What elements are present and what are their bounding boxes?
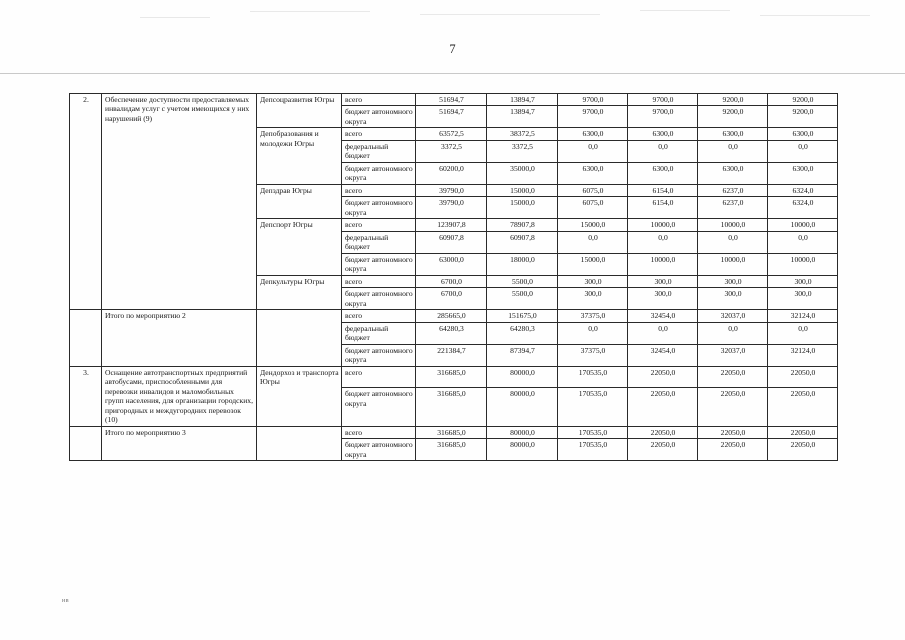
amount-cell: 38372,5: [487, 128, 558, 140]
amount-cell: 37375,0: [558, 310, 628, 322]
amount-cell: 10000,0: [698, 219, 768, 231]
amount-cell: 10000,0: [628, 253, 698, 275]
measure-name: Итого по мероприятию 3: [102, 426, 257, 460]
amount-cell: 80000,0: [487, 388, 558, 426]
amount-cell: 22050,0: [628, 366, 698, 388]
amount-cell: 0,0: [768, 140, 838, 162]
amount-cell: 300,0: [628, 275, 698, 287]
amount-cell: 35000,0: [487, 162, 558, 184]
amount-cell: 0,0: [628, 140, 698, 162]
amount-cell: 0,0: [768, 322, 838, 344]
amount-cell: 32454,0: [628, 344, 698, 366]
amount-cell: 300,0: [768, 288, 838, 310]
row-number: 3.: [70, 366, 102, 426]
amount-cell: 13894,7: [487, 94, 558, 106]
amount-cell: 22050,0: [628, 388, 698, 426]
amount-cell: 151675,0: [487, 310, 558, 322]
responsible-org: Депспорт Югры: [257, 219, 342, 275]
funding-source: федеральный бюджет: [342, 322, 416, 344]
amount-cell: 15000,0: [487, 197, 558, 219]
amount-cell: 6154,0: [628, 197, 698, 219]
amount-cell: 32454,0: [628, 310, 698, 322]
amount-cell: 0,0: [768, 231, 838, 253]
amount-cell: 6154,0: [628, 184, 698, 196]
amount-cell: 316685,0: [416, 366, 487, 388]
amount-cell: 10000,0: [768, 253, 838, 275]
amount-cell: 316685,0: [416, 439, 487, 461]
responsible-org: [257, 310, 342, 366]
measure-name: Итого по мероприятию 2: [102, 310, 257, 366]
amount-cell: 60907,8: [416, 231, 487, 253]
amount-cell: 285665,0: [416, 310, 487, 322]
funding-source: всего: [342, 94, 416, 106]
amount-cell: 15000,0: [558, 253, 628, 275]
amount-cell: 5500,0: [487, 275, 558, 287]
funding-source: бюджет автономного округа: [342, 388, 416, 426]
funding-source: всего: [342, 275, 416, 287]
amount-cell: 22050,0: [768, 439, 838, 461]
amount-cell: 3372,5: [416, 140, 487, 162]
amount-cell: 10000,0: [698, 253, 768, 275]
amount-cell: 6300,0: [558, 128, 628, 140]
funding-source: бюджет автономного округа: [342, 197, 416, 219]
header-rule: [0, 73, 905, 74]
amount-cell: 6300,0: [698, 128, 768, 140]
amount-cell: 9200,0: [768, 94, 838, 106]
amount-cell: 22050,0: [768, 366, 838, 388]
amount-cell: 316685,0: [416, 426, 487, 438]
amount-cell: 22050,0: [768, 426, 838, 438]
amount-cell: 9200,0: [698, 106, 768, 128]
table-row: [70, 310, 838, 322]
amount-cell: 22050,0: [698, 366, 768, 388]
amount-cell: 6324,0: [768, 184, 838, 196]
amount-cell: 18000,0: [487, 253, 558, 275]
table-body: [70, 94, 838, 461]
funding-source: всего: [342, 366, 416, 388]
amount-cell: 300,0: [558, 288, 628, 310]
amount-cell: 6300,0: [768, 128, 838, 140]
amount-cell: 170535,0: [558, 426, 628, 438]
amount-cell: 78907,8: [487, 219, 558, 231]
amount-cell: 0,0: [558, 231, 628, 253]
amount-cell: 9700,0: [558, 106, 628, 128]
amount-cell: 0,0: [698, 322, 768, 344]
funding-source: бюджет автономного округа: [342, 253, 416, 275]
amount-cell: 22050,0: [628, 426, 698, 438]
amount-cell: 9200,0: [698, 94, 768, 106]
amount-cell: 300,0: [698, 288, 768, 310]
footer-mark: нв: [62, 598, 70, 604]
funding-source: всего: [342, 219, 416, 231]
amount-cell: 64280,3: [416, 322, 487, 344]
amount-cell: 51694,7: [416, 106, 487, 128]
responsible-org: [257, 426, 342, 460]
funding-source: всего: [342, 426, 416, 438]
funding-source: всего: [342, 128, 416, 140]
amount-cell: 63000,0: [416, 253, 487, 275]
amount-cell: 32037,0: [698, 344, 768, 366]
amount-cell: 37375,0: [558, 344, 628, 366]
amount-cell: 22050,0: [628, 439, 698, 461]
amount-cell: 6075,0: [558, 184, 628, 196]
amount-cell: 0,0: [558, 322, 628, 344]
amount-cell: 32037,0: [698, 310, 768, 322]
amount-cell: 6300,0: [698, 162, 768, 184]
amount-cell: 10000,0: [628, 219, 698, 231]
amount-cell: 6075,0: [558, 197, 628, 219]
amount-cell: 39790,0: [416, 197, 487, 219]
amount-cell: 32124,0: [768, 310, 838, 322]
row-number: [70, 310, 102, 366]
amount-cell: 22050,0: [698, 439, 768, 461]
amount-cell: 13894,7: [487, 106, 558, 128]
funding-source: бюджет автономного округа: [342, 288, 416, 310]
amount-cell: 9700,0: [628, 106, 698, 128]
responsible-org: Депсоцразвития Югры: [257, 94, 342, 128]
amount-cell: 15000,0: [487, 184, 558, 196]
amount-cell: 22050,0: [768, 388, 838, 426]
amount-cell: 5500,0: [487, 288, 558, 310]
amount-cell: 39790,0: [416, 184, 487, 196]
amount-cell: 87394,7: [487, 344, 558, 366]
amount-cell: 170535,0: [558, 439, 628, 461]
amount-cell: 123907,8: [416, 219, 487, 231]
amount-cell: 170535,0: [558, 388, 628, 426]
amount-cell: 10000,0: [768, 219, 838, 231]
amount-cell: 6300,0: [768, 162, 838, 184]
row-number: [70, 426, 102, 460]
amount-cell: 0,0: [698, 140, 768, 162]
amount-cell: 6700,0: [416, 288, 487, 310]
amount-cell: 15000,0: [558, 219, 628, 231]
amount-cell: 9200,0: [768, 106, 838, 128]
amount-cell: 6324,0: [768, 197, 838, 219]
funding-source: бюджет автономного округа: [342, 106, 416, 128]
amount-cell: 60907,8: [487, 231, 558, 253]
responsible-org: Депздрав Югры: [257, 184, 342, 218]
amount-cell: 170535,0: [558, 366, 628, 388]
amount-cell: 9700,0: [558, 94, 628, 106]
amount-cell: 6700,0: [416, 275, 487, 287]
responsible-org: Дендорхоз и транспорта Югры: [257, 366, 342, 426]
responsible-org: Депкультуры Югры: [257, 275, 342, 309]
funding-source: бюджет автономного округа: [342, 439, 416, 461]
amount-cell: 6237,0: [698, 184, 768, 196]
amount-cell: 6237,0: [698, 197, 768, 219]
amount-cell: 63572,5: [416, 128, 487, 140]
amount-cell: 0,0: [628, 231, 698, 253]
scan-artifact: [0, 8, 905, 22]
amount-cell: 300,0: [628, 288, 698, 310]
table-row: [70, 366, 838, 388]
row-number: 2.: [70, 94, 102, 310]
funding-source: федеральный бюджет: [342, 140, 416, 162]
amount-cell: 300,0: [558, 275, 628, 287]
amount-cell: 3372,5: [487, 140, 558, 162]
funding-source: бюджет автономного округа: [342, 162, 416, 184]
amount-cell: 60200,0: [416, 162, 487, 184]
funding-source: всего: [342, 184, 416, 196]
amount-cell: 316685,0: [416, 388, 487, 426]
funding-source: бюджет автономного округа: [342, 344, 416, 366]
table-row: [70, 94, 838, 106]
amount-cell: 80000,0: [487, 426, 558, 438]
amount-cell: 22050,0: [698, 388, 768, 426]
measure-name: Обеспечение доступности предоставляемых инвалидам услуг с учетом имеющихся у них нарушений (9): [102, 94, 257, 310]
amount-cell: 300,0: [768, 275, 838, 287]
amount-cell: 0,0: [628, 322, 698, 344]
page-number: 7: [449, 42, 456, 56]
amount-cell: 22050,0: [698, 426, 768, 438]
amount-cell: 9700,0: [628, 94, 698, 106]
funding-source: федеральный бюджет: [342, 231, 416, 253]
responsible-org: Депобразования и молодежи Югры: [257, 128, 342, 184]
table-row: [70, 426, 838, 438]
amount-cell: 80000,0: [487, 439, 558, 461]
budget-table: [69, 93, 838, 461]
funding-source: всего: [342, 310, 416, 322]
amount-cell: 51694,7: [416, 94, 487, 106]
amount-cell: 6300,0: [558, 162, 628, 184]
amount-cell: 0,0: [558, 140, 628, 162]
amount-cell: 64280,3: [487, 322, 558, 344]
measure-name: Оснащение автотранспортных предприятий автобусами, приспособленными для перевозки инвалидов и маломобильных групп населения, для организации городских, пригородных и междугородних перевозок (10): [102, 366, 257, 426]
amount-cell: 6300,0: [628, 128, 698, 140]
amount-cell: 0,0: [698, 231, 768, 253]
amount-cell: 80000,0: [487, 366, 558, 388]
amount-cell: 6300,0: [628, 162, 698, 184]
amount-cell: 221384,7: [416, 344, 487, 366]
amount-cell: 300,0: [698, 275, 768, 287]
amount-cell: 32124,0: [768, 344, 838, 366]
